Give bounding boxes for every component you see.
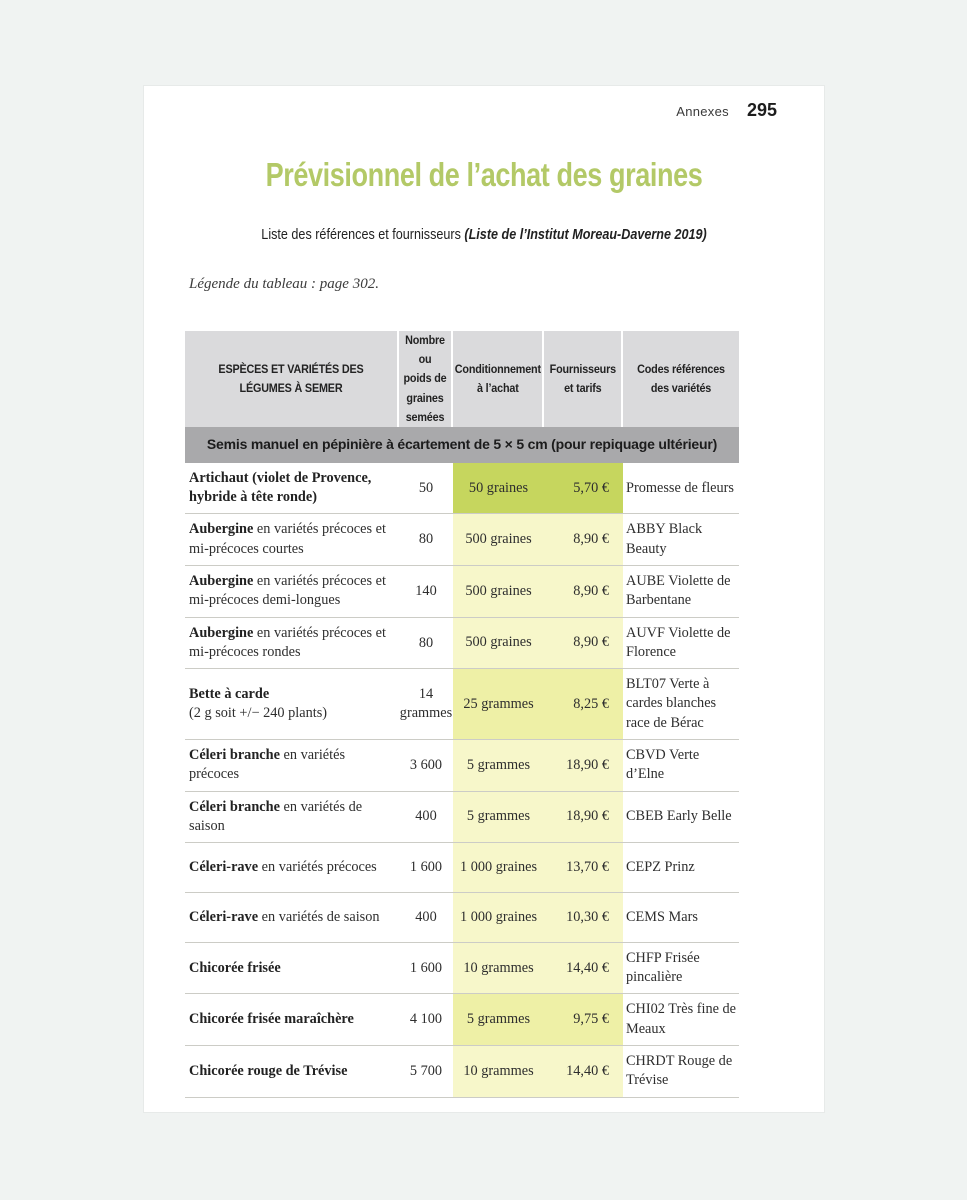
price-cell: 14,40 €: [544, 943, 623, 994]
packaging-cell: 5 grammes: [453, 792, 544, 842]
code-cell: CBVD Verte d’Elne: [626, 746, 700, 783]
species-cell: [185, 792, 399, 842]
species-cell: [185, 1046, 399, 1097]
packaging-cell: 50 graines: [453, 463, 544, 513]
species-cell: [185, 618, 399, 669]
table-row: [185, 514, 739, 566]
code-cell: CHRDT Rouge de Trévise: [626, 1053, 733, 1089]
packaging-cell: 5 grammes: [453, 994, 544, 1045]
table-row: [185, 566, 739, 618]
column-header-suppliers: Fournisseurs et tarifs: [544, 331, 623, 427]
species-name: Bette à carde: [189, 685, 270, 702]
species-detail: en variétés de saison: [189, 798, 363, 834]
species-name: Artichaut (violet de Provence, hybride à tête ronde): [189, 470, 372, 506]
page-number: 295: [746, 100, 777, 120]
quantity-cell: 400: [415, 808, 437, 825]
code-cell: CEMS Mars: [626, 908, 698, 925]
species-detail: en variétés précoces et mi-précoces rondes: [189, 624, 386, 660]
code-cell: Promesse de fleurs: [626, 479, 734, 496]
species-name: Aubergine: [189, 573, 254, 590]
species-detail: en variétés précoces et mi-précoces courtes: [189, 521, 386, 557]
packaging-cell: 500 graines: [453, 618, 544, 669]
code-cell: CEPZ Prinz: [626, 858, 695, 875]
packaging-cell: 1 000 graines: [453, 843, 544, 892]
species-name: Céleri-rave: [189, 858, 259, 875]
species-cell: [185, 994, 399, 1045]
price-cell: 10,30 €: [544, 893, 623, 942]
price-cell: 8,90 €: [544, 566, 623, 617]
page-title: Prévisionnel de l’achat des graines: [265, 156, 703, 193]
packaging-cell: 10 grammes: [453, 1046, 544, 1097]
species-cell: [185, 843, 399, 892]
column-header-packaging: Conditionnement à l’achat: [453, 331, 544, 427]
table-row: [185, 792, 739, 843]
code-cell: AUVF Violette de Florence: [626, 624, 731, 660]
species-cell: [185, 566, 399, 617]
species-cell: [185, 669, 399, 739]
species-detail: (2 g soit +/− 240 plants): [189, 705, 328, 722]
section-label: Annexes: [676, 104, 729, 119]
species-name: Aubergine: [189, 521, 254, 538]
table-row: [185, 618, 739, 670]
packaging-cell: 1 000 graines: [453, 893, 544, 942]
species-name: Chicorée frisée: [189, 959, 281, 976]
species-detail: en variétés de saison: [258, 908, 380, 925]
running-header: [676, 100, 777, 121]
packaging-cell: 10 grammes: [453, 943, 544, 994]
column-header-codes: Codes références des variétés: [623, 331, 739, 427]
species-name: Céleri-rave: [189, 908, 259, 925]
subtitle: [198, 226, 769, 243]
subtitle-note: (Liste de l’Institut Moreau-Daverne 2019): [464, 226, 707, 243]
packaging-cell: 25 grammes: [453, 669, 544, 739]
price-cell: 14,40 €: [544, 1046, 623, 1097]
price-cell: 18,90 €: [544, 740, 623, 791]
table-row: [185, 843, 739, 893]
code-cell: CBEB Early Belle: [626, 808, 732, 825]
price-cell: 18,90 €: [544, 792, 623, 842]
table-body: [185, 463, 739, 1098]
table-row: [185, 943, 739, 995]
column-header-species: ESPÈCES ET VARIÉTÉS DES LÉGUMES À SEMER: [185, 331, 399, 427]
species-cell: [185, 514, 399, 565]
quantity-cell: 1 600: [409, 959, 443, 976]
price-cell: 13,70 €: [544, 843, 623, 892]
species-name: Chicorée frisée maraîchère: [189, 1011, 354, 1028]
quantity-cell: 80: [418, 531, 434, 548]
column-header-quantity: Nombre ou poids de graines semées: [399, 331, 453, 427]
table-row: [185, 893, 739, 943]
section-banner: Semis manuel en pépinière à écartement de 5 × 5 cm (pour repiquage ultérieur): [185, 425, 739, 463]
species-cell: [185, 943, 399, 994]
price-cell: 8,90 €: [544, 514, 623, 565]
price-cell: 9,75 €: [544, 994, 623, 1045]
quantity-cell: 3 600: [409, 756, 443, 773]
quantity-cell: 14 grammes: [399, 686, 453, 722]
quantity-cell: 80: [418, 634, 434, 651]
species-name: Aubergine: [189, 624, 254, 641]
table-header: [185, 331, 739, 425]
table-row: [185, 994, 739, 1046]
species-cell: [185, 740, 399, 791]
quantity-cell: 400: [415, 909, 437, 926]
code-cell: ABBY Black Beauty: [626, 521, 703, 557]
code-cell: CHFP Frisée pincalière: [626, 949, 700, 986]
table-row: [185, 463, 739, 514]
packaging-cell: 5 grammes: [453, 740, 544, 791]
species-detail: en variétés précoces et mi-précoces demi-longues: [189, 573, 386, 609]
packaging-cell: 500 graines: [453, 514, 544, 565]
species-name: Céleri branche: [189, 747, 280, 764]
price-cell: 5,70 €: [544, 463, 623, 513]
quantity-cell: 140: [415, 582, 437, 599]
species-cell: [185, 893, 399, 942]
table-row: [185, 740, 739, 792]
subtitle-text: Liste des références et fournisseurs: [261, 226, 465, 243]
species-detail: en variétés précoces: [258, 858, 377, 875]
quantity-cell: 1 600: [409, 859, 443, 876]
table-row: [185, 669, 739, 740]
species-detail: en variétés précoces: [189, 747, 346, 783]
code-cell: AUBE Violette de Barbentane: [626, 572, 731, 609]
price-cell: 8,90 €: [544, 618, 623, 669]
book-page: [143, 85, 825, 1113]
species-name: Chicorée rouge de Trévise: [189, 1062, 348, 1079]
quantity-cell: 4 100: [409, 1011, 443, 1028]
price-cell: 8,25 €: [544, 669, 623, 739]
code-cell: BLT07 Verte à cardes blanches race de Bérac: [626, 676, 717, 731]
quantity-cell: 50: [418, 479, 434, 496]
code-cell: CHI02 Très fine de Meaux: [626, 1001, 737, 1037]
legend-note: Légende du tableau : page 302.: [189, 276, 379, 292]
packaging-cell: 500 graines: [453, 566, 544, 617]
quantity-cell: 5 700: [409, 1063, 443, 1080]
seed-table: [185, 331, 739, 1098]
species-name: Céleri branche: [189, 798, 280, 815]
species-cell: [185, 463, 399, 513]
table-row: [185, 1046, 739, 1098]
